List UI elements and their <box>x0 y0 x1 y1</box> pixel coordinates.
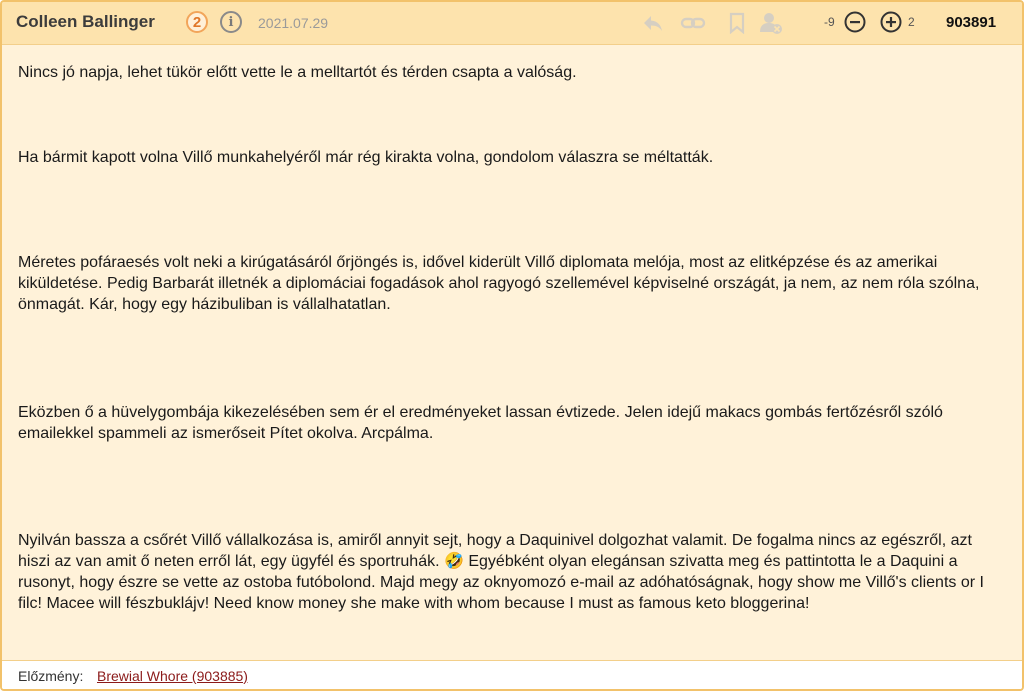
comment-footer <box>2 660 1022 690</box>
post-id[interactable]: 903891 <box>946 14 997 31</box>
rank-badge: 2 <box>186 11 208 33</box>
paragraph-5: Nyilván bassza a csőrét Villő vállalkozása is, amiről annyit sejt, hogy a Daquinivel dolgozhat valamit. De fogalma nincs az egészről, azt hiszi az van amit ő neten erről lát, egy ügyfél és sportruhák. 🤣 Egyébként olyan elegánsan szivatta meg és pattintotta le a Daquini a rusonyt, hogy észre se vette az ostoba futóbolond. Majd megy az oknyomozó e-mail az adóhatóságnak, hogy show me Villő's clients or I filc! Macee will fészbuklájv! Need know money she make with whom because I must as famous keto bloggerina! <box>18 532 984 612</box>
reply-icon[interactable] <box>640 10 666 36</box>
bookmark-icon[interactable] <box>724 10 750 36</box>
minus-circle-icon[interactable] <box>844 11 866 33</box>
comment-header <box>2 2 1022 45</box>
upvote-count: 2 <box>908 15 915 29</box>
link-icon[interactable] <box>680 10 706 36</box>
block-user-icon[interactable] <box>758 10 784 36</box>
downvote-count: -9 <box>824 15 835 29</box>
author-name[interactable]: Colleen Ballinger <box>16 12 155 31</box>
paragraph-2: Ha bármit kapott volna Villő munkahelyéről már rég kirakta volna, gondolom válaszra se méltatták. <box>18 149 714 166</box>
paragraph-1: Nincs jó napja, lehet tükör előtt vette le a melltartót és térden csapta a valóság. <box>18 64 577 81</box>
previous-label: Előzmény: <box>18 668 84 684</box>
info-icon[interactable]: i <box>220 11 242 33</box>
plus-circle-icon[interactable] <box>880 11 902 33</box>
paragraph-4: Eközben ő a hüvelygombája kikezelésében sem ér el eredményeket lassan évtizede. Jelen idejű makacs gombás fertőzésről szóló emailekkel spammeli az ismerőseit Pítet okolva. Arcpálma. <box>18 404 943 442</box>
paragraph-3: Méretes pofáraesés volt neki a kirúgatásáról őrjöngés is, idővel kiderült Villő diplomata melója, most az elitképzése és az amerikai kiküldetése. Pedig Barbarát illetnék a diplomáciai fogadások ahol ragyogó szellemével képviselné országát, ja nem, az nem róla szólna, önmagát. Kár, hogy egy házibuliban is vállalhatatlan. <box>18 254 980 313</box>
previous-post-link[interactable]: Brewial Whore (903885) <box>97 668 248 684</box>
post-date: 2021.07.29 <box>258 15 329 31</box>
